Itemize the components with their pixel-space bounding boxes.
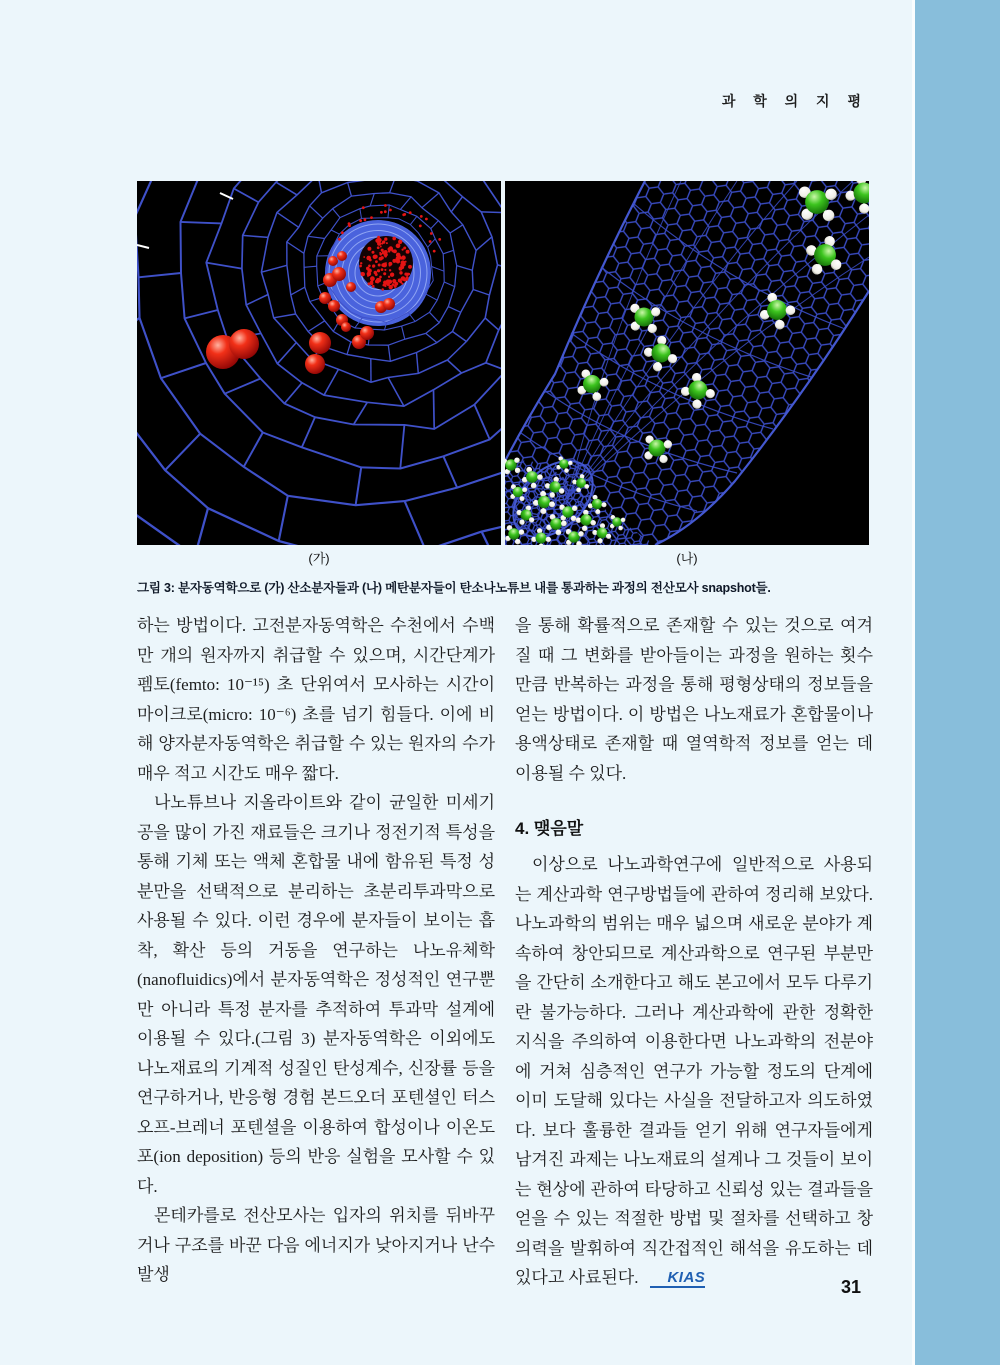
paragraph-text: 을 통해 확률적으로 존재할 수 있는 것으로 여겨질 때 그 변화를 받아들이는 과정을 원하는 횟수만큼 반복하는 과정을 통해 평형상태의 정보들을 얻는 방법이다. 이 방법은 나노재료가 혼합물이나 용액상태로 존재할 때 열역학적 정보를 얻는 데 이용될 수 있다. <box>515 616 873 783</box>
paragraph-text: 몬테카를로 전산모사는 입자의 위치를 뒤바꾸거나 구조를 바꾼 다음 에너지가 낮아지거나 난수발생 <box>137 1206 495 1284</box>
body-paragraph <box>137 788 495 1201</box>
panel-labels <box>137 548 869 567</box>
methane-in-nanotube-rendering <box>505 181 869 545</box>
figure-caption: 그림 3: 분자동역학으로 (가) 산소분자들과 (나) 메탄분자들이 탄소나노튜브 내를 통과하는 과정의 전산모사 snapshot들. <box>137 581 771 595</box>
paragraph-text: 나노튜브나 지올라이트와 같이 균일한 미세기공을 많이 가진 재료들은 크기나 정전기적 특성을 통해 기체 또는 액체 혼합물 내에 함유된 특정 성분만을 선택적으로 분리하는 초분리투과막으로 사용될 수 있다. 이런 경우에 분자들이 보이는 흡착, 확산 등의 거동을 연구하는 나노유체학(nanofluidics)에서 분자동역학은 정성적인 연구뿐만 아니라 특정 분자를 추적하여 투과막 설계에 이용될 수 있다.(그림 3) 분자동역학은 이외에도 나노재료의 기계적 성질인 탄성계수, 신장률 등을 연구하거나, 반응형 경험 본드오더 포텐셜인 터스오프-브레너 포텐셜을 이용하여 합성이나 이온도포(ion deposition) 등의 반응 실험을 모사할 수 있다. <box>137 793 495 1196</box>
paragraph-text: 하는 방법이다. 고전분자동역학은 수천에서 수백만 개의 원자까지 취급할 수 있으며, 시간단계가 펨토(femto: 10⁻¹⁵) 초 단위여서 모사하는 시간이 마이크로(micro: 10⁻⁶) 초를 넘기 힘들다. 이에 비해 양자분자동역학은 취급할 수 있는 원자의 수가 매우 적고 시간도 매우 짧다. <box>137 616 495 783</box>
kias-logo: KIAS <box>650 1270 705 1288</box>
body-paragraph <box>515 611 873 788</box>
page-number: 31 <box>841 1277 862 1297</box>
column-right <box>515 611 873 1293</box>
figure-3 <box>137 181 869 596</box>
section-heading <box>515 818 873 840</box>
nanotube-axial-view-image <box>137 181 501 545</box>
body-paragraph <box>137 611 495 788</box>
panel-a-label: (가) <box>308 551 330 566</box>
oxygen-in-nanotube-rendering <box>137 181 501 545</box>
side-strip <box>912 0 1000 1365</box>
column-left <box>137 611 495 1293</box>
paragraph-text: 이상으로 나노과학연구에 일반적으로 사용되는 계산과학 연구방법들에 관하여 정리해 보았다. 나노과학의 범위는 매우 넓으며 새로운 분야가 계속하여 창안되므로 계산과학으로 연구된 부분만을 간단히 소개한다고 해도 본고에서 모두 다루기란 불가능하다. 그러나 계산과학에 관한 정확한 지식을 주의하여 이용한다면 나노과학의 전분야에 거쳐 심층적인 연구가 가능할 정도의 단계에 이미 도달해 있다는 사실을 전달하고자 의도하였다. 보다 훌륭한 결과들 얻기 위해 연구자들에게 남겨진 과제는 나노재료의 설계나 그 것들이 보이는 현상에 관하여 타당하고 신뢰성 있는 결과들을 얻을 수 있는 적절한 방법 및 절차를 선택하고 창의력을 발휘하여 직간접적인 해석을 유도하는 데 있다고 사료된다. <box>515 855 873 1287</box>
running-head: 과 학 의 지 평 <box>721 93 868 109</box>
body-paragraph <box>515 850 873 1293</box>
paragraph-text: 4. 맺음말 <box>515 819 584 838</box>
panel-b-label: (나) <box>676 551 698 566</box>
figure-panels <box>137 181 869 545</box>
body-paragraph <box>137 1201 495 1290</box>
article-body <box>137 611 873 1293</box>
nanotube-side-view-image <box>505 181 869 545</box>
